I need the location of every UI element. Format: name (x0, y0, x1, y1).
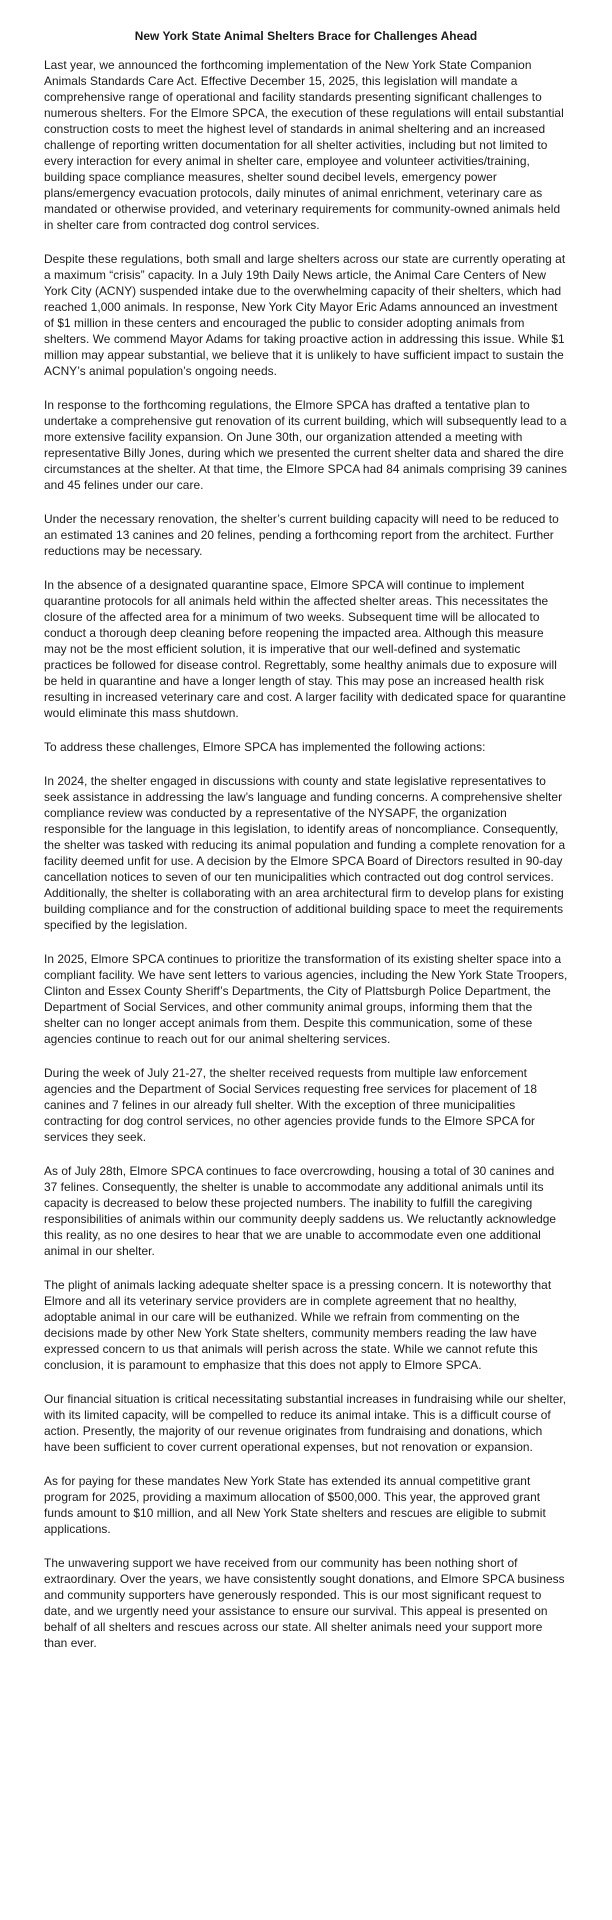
paragraph-crisis-capacity: Despite these regulations, both small and large shelters across our state are currently operating at a maximum “crisis” capacity. In a July 19th Daily News article, the Animal Care Centers of New York City (ACNY) suspended intake due to the overwhelming capacity of their shelters, which had reached 1,000 animals. In response, New York City Mayor Eric Adams announced an investment of $1 million in these centers and encouraged the public to consider adopting animals from shelters. We commend Mayor Adams for taking proactive action in addressing this issue. While $1 million may appear substantial, we believe that it is unlikely to have sufficient impact to sustain the ACNY’s animal population’s ongoing needs. (44, 252, 566, 378)
paragraph-quarantine: In the absence of a designated quarantine space, Elmore SPCA will continue to implement quarantine protocols for all animals held within the affected shelter areas. This necessitates the closure of the affected area for a minimum of two weeks. Subsequent time will be allocated to conduct a thorough deep cleaning before reopening the impacted area. Although this measure may not be the most efficient solution, it is imperative that our well-defined and systematic practices be followed for disease control. Regrettably, some healthy animals due to exposure will be held in quarantine and have a longer length of stay. This may pose an increased health risk resulting in increased veterinary care and cost. A larger facility with dedicated space for quarantine would eliminate this mass shutdown. (44, 578, 566, 720)
paragraph-capacity-reduction: Under the necessary renovation, the shelter’s current building capacity will need to be reduced to an estimated 13 canines and 20 felines, pending a forthcoming report from the architect. Further reductions may be necessary. (44, 512, 559, 558)
paragraph-july-requests: During the week of July 21-27, the shelter received requests from multiple law enforcement agencies and the Department of Social Services requesting free services for placement of 18 canines and 7 felines in our already full shelter. With the exception of three municipalities contracting for dog control services, no other agencies provide funds to the Elmore SPCA for services they seek. (44, 1066, 537, 1144)
paragraph-2025-actions: In 2025, Elmore SPCA continues to prioritize the transformation of its existing shelter space into a compliant facility. We have sent letters to various agencies, including the New York State Troopers, Clinton and Essex County Sheriff’s Departments, the City of Plattsburgh Police Department, the Department of Social Services, and other community animal groups, informing them that the shelter can no longer accept animals from them. Despite this communication, some of these agencies continue to reach out for our animal sheltering services. (44, 952, 568, 1046)
document-title: New York State Animal Shelters Brace for Challenges Ahead (134, 29, 478, 43)
paragraph-mandate-intro: Last year, we announced the forthcoming implementation of the New York State Companion Animals Standards Care Act. Effective December 15, 2025, this legislation will mandate a comprehensive range of operational and facility standards presenting significant challenges to numerous shelters. For the Elmore SPCA, the execution of these regulations will entail substantial construction costs to meet the highest level of standards in animal sheltering and an increased challenge of reporting written documentation for all shelter activities, including but not limited to every interaction for every animal in shelter care, employee and volunteer activities/training, building space compliance measures, shelter sound decibel levels, emergency power plans/emergency evacuation protocols, daily minutes of animal enrichment, veterinary care as mandated or otherwise provided, and veterinary requirements for community-owned animals held in shelter care from contracted dog control services. (44, 58, 564, 232)
paragraph-renovation-plan: In response to the forthcoming regulations, the Elmore SPCA has drafted a tentative plan to undertake a comprehensive gut renovation of its current building, which will subsequently lead to a more extensive facility expansion. On June 30th, our organization attended a meeting with representative Billy Jones, during which we presented the current shelter data and shared the dire circumstances at the shelter. At that time, the Elmore SPCA had 84 animals comprising 39 canines and 45 felines under our care. (44, 398, 567, 492)
paragraph-actions-intro: To address these challenges, Elmore SPCA has implemented the following actions: (44, 740, 486, 754)
paragraph-community-appeal: The unwavering support we have received from our community has been nothing short of extraordinary. Over the years, we have consistently sought donations, and Elmore SPCA business and community supporters have generously responded. This is our most significant request to date, and we urgently need your assistance to ensure our survival. This appeal is presented on behalf of all shelters and rescues across our state. All shelter animals need your support more than ever. (44, 1556, 565, 1650)
paragraph-euthanasia-concern: The plight of animals lacking adequate shelter space is a pressing concern. It is noteworthy that Elmore and all its veterinary service providers are in complete agreement that no healthy, adoptable animal in our care will be euthanized. While we refrain from commenting on the decisions made by other New York State shelters, community members reading the law have expressed concern to us that animals will perish across the state. While we cannot refute this conclusion, it is paramount to emphasize that this does not apply to Elmore SPCA. (44, 1278, 552, 1372)
paragraph-financial-situation: Our financial situation is critical necessitating substantial increases in fundraising while our shelter, with its limited capacity, will be compelled to reduce its animal intake. This is a difficult course of action. Presently, the majority of our revenue originates from fundraising and donations, which have been sufficient to cover current operational expenses, but not renovation or expansion. (44, 1392, 567, 1454)
paragraph-overcrowding: As of July 28th, Elmore SPCA continues to face overcrowding, housing a total of 30 canines and 37 felines. Consequently, the shelter is unable to accommodate any additional animals until its capacity is decreased to below these projected numbers. The inability to fulfill the caregiving responsibilities of animals within our community deeply saddens us. We reluctantly acknowledge this reality, as no one desires to hear that we are unable to accommodate even one additional animal in our shelter. (44, 1164, 557, 1258)
paragraph-2024-actions: In 2024, the shelter engaged in discussions with county and state legislative representatives to seek assistance in addressing the law’s language and funding concerns. A comprehensive shelter compliance review was conducted by a representative of the NYSAPF, the organization responsible for the language in this legislation, to identify areas of noncompliance. Consequently, the shelter was tasked with reducing its animal population and funding a complete renovation for a facility deemed unfit for use. A decision by the Elmore SPCA Board of Directors resulted in 90-day cancellation notices to seven of our ten municipalities which contracted out dog control services. Additionally, the shelter is collaborating with an area architectural firm to develop plans for existing building compliance and for the construction of additional building space to meet the requirements specified by the legislation. (44, 774, 566, 932)
paragraph-grant-program: As for paying for these mandates New York State has extended its annual competitive grant program for 2025, providing a maximum allocation of $500,000. This year, the approved grant funds amount to $10 million, and all New York State shelters and rescues are eligible to submit applications. (44, 1474, 546, 1536)
